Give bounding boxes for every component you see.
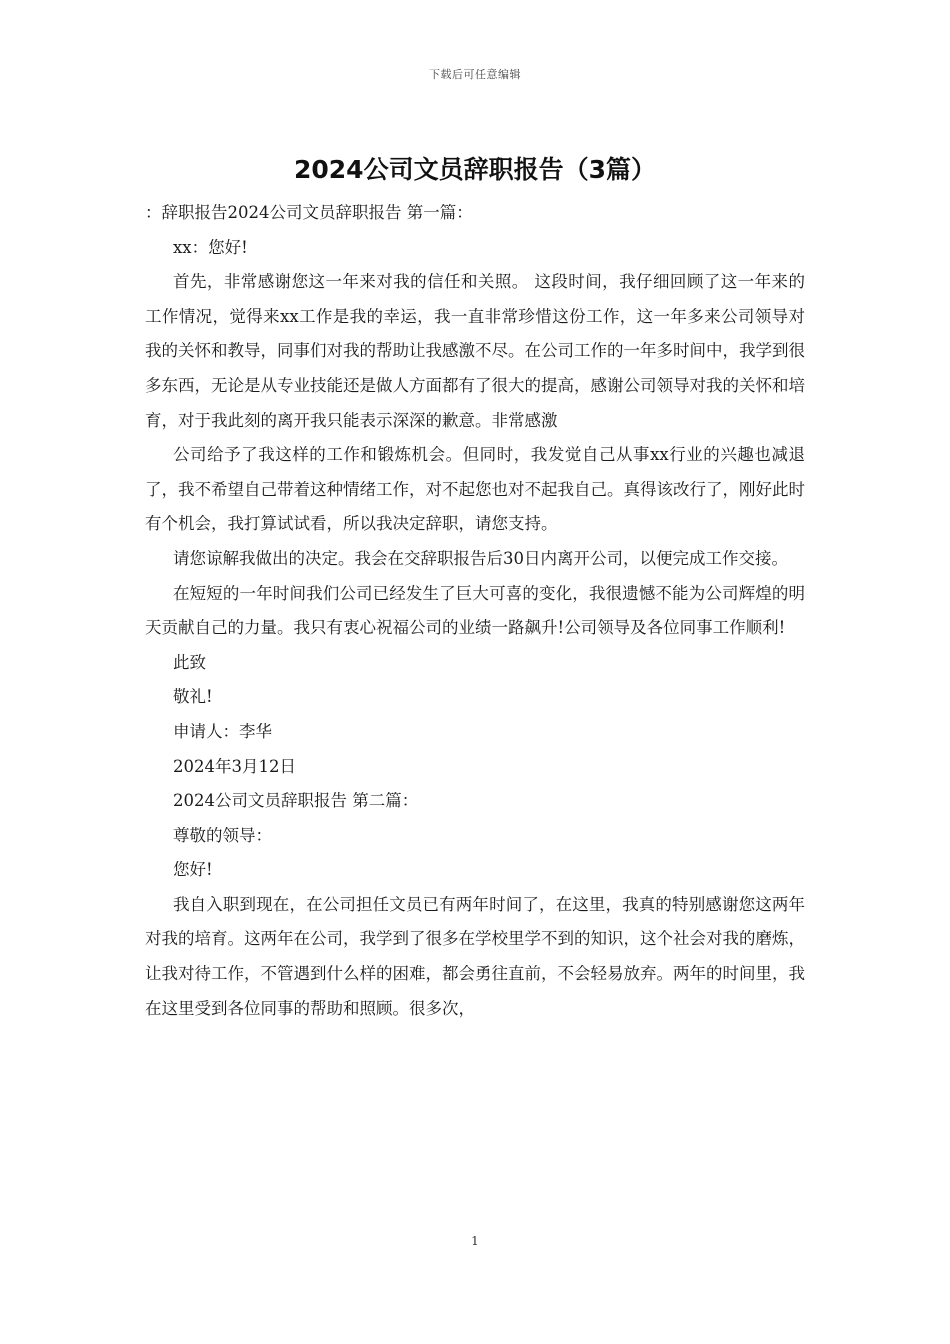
- paragraph-body: 公司给予了我这样的工作和锻炼机会。但同时，我发觉自己从事xx行业的兴趣也减退了，我不希望自己带着这种情绪工作，对不起您也对不起我自己。真得该改行了，刚好此时有个机会，我打算试试看，所以我决定辞职，请您支持。: [145, 445, 805, 534]
- paragraph-body: 首先，非常感谢您这一年来对我的信任和关照。 这段时间，我仔细回顾了这一年来的工作情况，觉得来xx工作是我的幸运，我一直非常珍惜这份工作，这一年多来公司领导对我的关怀和教导，同事们对我的帮助让我感激不尽。在公司工作的一年多时间中，我学到很多东西，无论是从专业技能还是做人方面都有了很大的提高，感谢公司领导对我的关怀和培育，对于我此刻的离开我只能表示深深的歉意。非常感激: [145, 272, 805, 430]
- paragraph-closing: 此致: [173, 652, 206, 672]
- paragraph-body: 我自入职到现在，在公司担任文员已有两年时间了，在这里，我真的特别感谢您这两年对我的培育。这两年在公司，我学到了很多在学校里学不到的知识，这个社会对我的磨炼，让我对待工作，不管遇到什么样的困难，都会勇往直前，不会轻易放弃。两年的时间里，我在这里受到各位同事的帮助和照顾。很多次，: [145, 894, 805, 1018]
- paragraph-closing: 敬礼!: [173, 687, 213, 707]
- paragraph-greeting: 您好!: [173, 860, 213, 880]
- paragraph-salutation: 尊敬的领导：: [173, 825, 272, 845]
- document-body: [145, 196, 805, 1026]
- paragraph-intro: ：辞职报告2024公司文员辞职报告 第一篇：: [145, 203, 473, 222]
- page-number: 1: [471, 1234, 479, 1248]
- paragraph-salutation: xx：您好!: [173, 237, 248, 257]
- document-title: 2024公司文员辞职报告（3篇）: [294, 155, 656, 184]
- paragraph-body: 在短短的一年时间我们公司已经发生了巨大可喜的变化，我很遗憾不能为公司辉煌的明天贡献自己的力量。我只有衷心祝福公司的业绩一路飙升!公司领导及各位同事工作顺利!: [145, 583, 805, 638]
- paragraph-body: 请您谅解我做出的决定。我会在交辞职报告后30日内离开公司，以便完成工作交接。: [173, 548, 788, 568]
- header-note: 下载后可任意编辑: [429, 68, 521, 81]
- paragraph-date: 2024年3月12日: [173, 756, 296, 776]
- paragraph-section-heading: 2024公司文员辞职报告 第二篇：: [173, 791, 419, 811]
- paragraph-signature: 申请人：李华: [173, 721, 272, 741]
